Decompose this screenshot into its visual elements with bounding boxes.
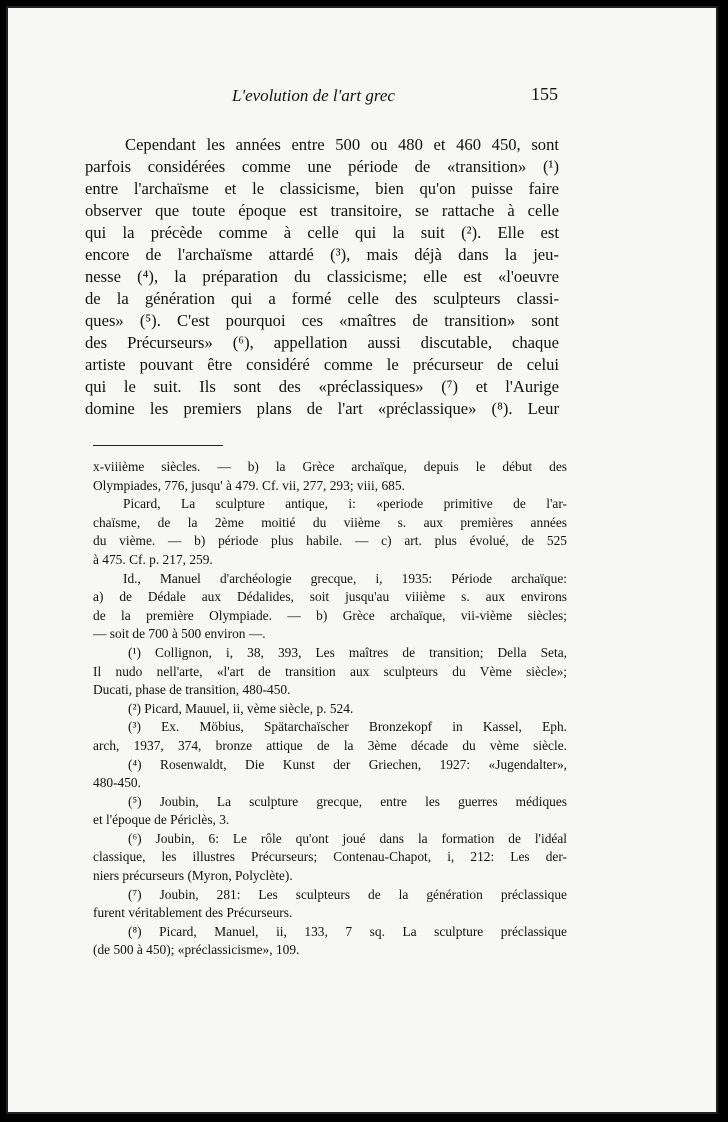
body-line: nesse (⁴), la préparation du classicisme; elle est «l'oeuvre [85, 267, 559, 286]
footnote-line: niers précurseurs (Myron, Polyclète). [93, 868, 293, 884]
footnote-line: (⁵) Joubin, La sculpture grecque, entre les guerres médiques [128, 793, 567, 809]
footnote-line: (³) Ex. Möbius, Spätarchaïscher Bronzekopf in Kassel, Eph. [128, 719, 567, 735]
footnote-line: arch, 1937, 374, bronze attique de la 3ème décade du vème siècle. [93, 737, 567, 753]
body-line: artiste pouvant être considéré comme le précurseur de celui [85, 355, 559, 374]
footnote-line: chaïsme, de la 2ème moitié du viième s. aux premières années [93, 514, 567, 530]
footnote-line: furent véritablement des Précurseurs. [93, 905, 293, 921]
footnote-line: classique, les illustres Précurseurs; Contenau-Chapot, i, 212: Les der- [93, 849, 567, 865]
body-line: qui le suit. Ils sont des «préclassiques» (⁷) et l'Aurige [85, 377, 559, 396]
body-line: Cependant les années entre 500 ou 480 et 460 450, sont [125, 135, 559, 154]
footnote-line: x-viiième siècles. — b) la Grèce archaïque, depuis le début des [93, 459, 567, 474]
footnote-line: (⁶) Joubin, 6: Le rôle qu'ont joué dans la formation de l'idéal [128, 830, 567, 846]
footnote-line: de la première Olympiade. — b) Grèce archaïque, vii-vième siècles; [93, 607, 567, 623]
footnote-line: du vième. — b) période plus habile. — c) art. plus évolué, de 525 [93, 533, 567, 549]
body-line: domine les premiers plans de l'art «préclassique» (⁸). Leur [85, 399, 559, 418]
book-page [6, 6, 718, 1114]
footnote-separator [93, 445, 223, 446]
body-line: de la génération qui a formé celle des sculpteurs classi- [85, 289, 559, 308]
footnote-line: Il nudo nell'arte, «l'art de transition aux sculpteurs du Vème siècle»; [93, 663, 567, 679]
footnote-line: Picard, La sculpture antique, i: «periode primitive de l'ar- [123, 496, 567, 512]
footnotes [93, 458, 567, 960]
body-line: encore de l'archaïsme attardé (³), mais déjà dans la jeu- [85, 245, 559, 264]
body-line: qui la précède comme à celle qui la suit (²). Elle est [85, 223, 559, 242]
body-line: ques» (⁵). C'est pourquoi ces «maîtres de transition» sont [85, 311, 559, 330]
running-title: L'evolution de l'art grec [232, 86, 395, 105]
main-paragraph [85, 134, 559, 420]
footnote-line: (de 500 à 450); «préclassicisme», 109. [93, 942, 300, 958]
footnote-line: et l'époque de Périclès, 3. [93, 812, 230, 828]
footnote-line: (⁴) Rosenwaldt, Die Kunst der Griechen, 1927: «Jugendalter», [128, 756, 567, 772]
footnote-line: à 475. Cf. p. 217, 259. [93, 551, 213, 567]
body-line: entre l'archaïsme et le classicisme, bien qu'on puisse faire [85, 179, 559, 198]
body-line: des Précurseurs» (⁶), appellation aussi discutable, chaque [85, 333, 559, 352]
footnote-line: (¹) Collignon, i, 38, 393, Les maîtres de transition; Della Seta, [128, 644, 567, 660]
body-line: parfois considérées comme une période de «transition» (¹) [85, 157, 559, 176]
footnote-line: — soit de 700 à 500 environ —. [93, 626, 266, 642]
footnote-line: (⁷) Joubin, 281: Les sculpteurs de la génération préclassique [128, 886, 567, 902]
page-number: 155 [531, 84, 558, 104]
footnote-line: (²) Picard, Mauuel, ii, vème siècle, p. 524. [128, 700, 354, 716]
footnote-line: Olympiades, 776, jusqu' à 479. Cf. vii, 277, 293; viii, 685. [93, 477, 405, 493]
footnote-line: Ducati, phase de transition, 480-450. [93, 682, 291, 698]
footnote-line: 480-450. [93, 775, 141, 791]
footnote-line: (⁸) Picard, Manuel, ii, 133, 7 sq. La sculpture préclassique [128, 923, 567, 939]
body-line: observer que toute époque est transitoire, se rattache à celle [85, 201, 559, 220]
page-header [8, 86, 716, 108]
footnote-line: Id., Manuel d'archéologie grecque, i, 1935: Période archaïque: [123, 570, 567, 586]
footnote-line: a) de Dédale aux Dédalides, soit jusqu'au viiième s. aux environs [93, 589, 567, 605]
